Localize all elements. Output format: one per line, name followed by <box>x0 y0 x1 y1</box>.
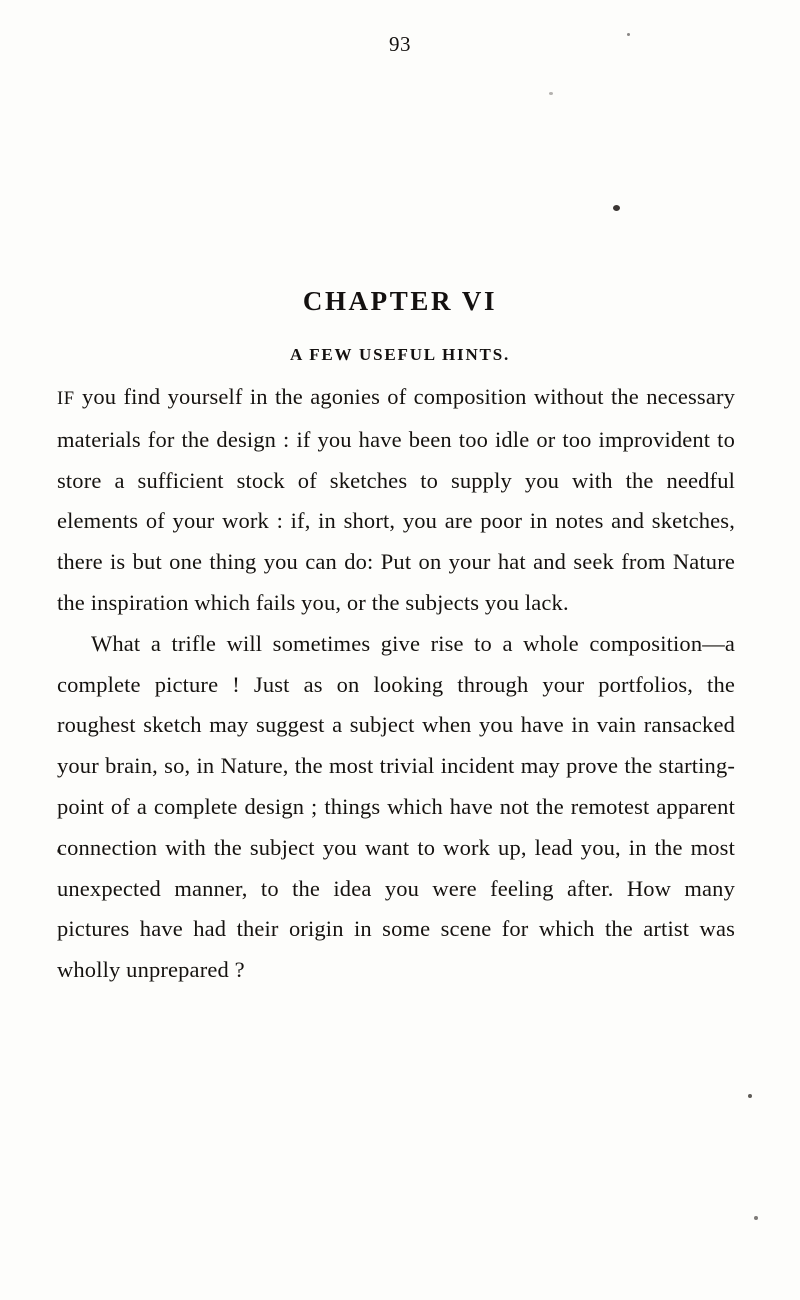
page-number: 93 <box>389 32 411 56</box>
paper-speck-icon <box>754 1216 758 1220</box>
paragraph-lead-capital: IF <box>57 389 75 409</box>
chapter-heading: CHAPTER VI <box>302 286 498 317</box>
paper-speck-icon <box>627 33 630 36</box>
paper-speck-icon <box>549 92 553 95</box>
ink-dot-icon <box>613 205 620 211</box>
paper-speck-icon <box>748 1094 752 1098</box>
paragraph <box>57 624 735 991</box>
paragraph-text: you find yourself in the agonies of composition without the necessary materials for the design : if you have been too idle or too improvident to store a sufficient stock of sketches to supply you with the needful elements of your work : if, in short, you are poor in notes and sketches, there is but one thing you can do: Put on your hat and seek from Nature the inspiration which fails you, or the subjects you lack. <box>57 384 735 615</box>
body-text <box>57 377 735 991</box>
paragraph <box>57 377 735 624</box>
chapter-subheading: A FEW USEFUL HINTS. <box>290 345 510 365</box>
paragraph-text: What a trifle will sometimes give rise to a whole composition—a complete picture ! Just as on looking through your portfolios, the roughest sketch may suggest a subject when you have in vain ransacked your brain, so, in Nature, the most trivial incident may prove the starting-point of a complete design ; things which have not the remotest apparent connection with the subject you want to work up, lead you, in the most unexpected manner, to the idea you were feeling after. How many pictures have had their origin in some scene for which the artist was wholly unprepared ? <box>57 630 735 983</box>
